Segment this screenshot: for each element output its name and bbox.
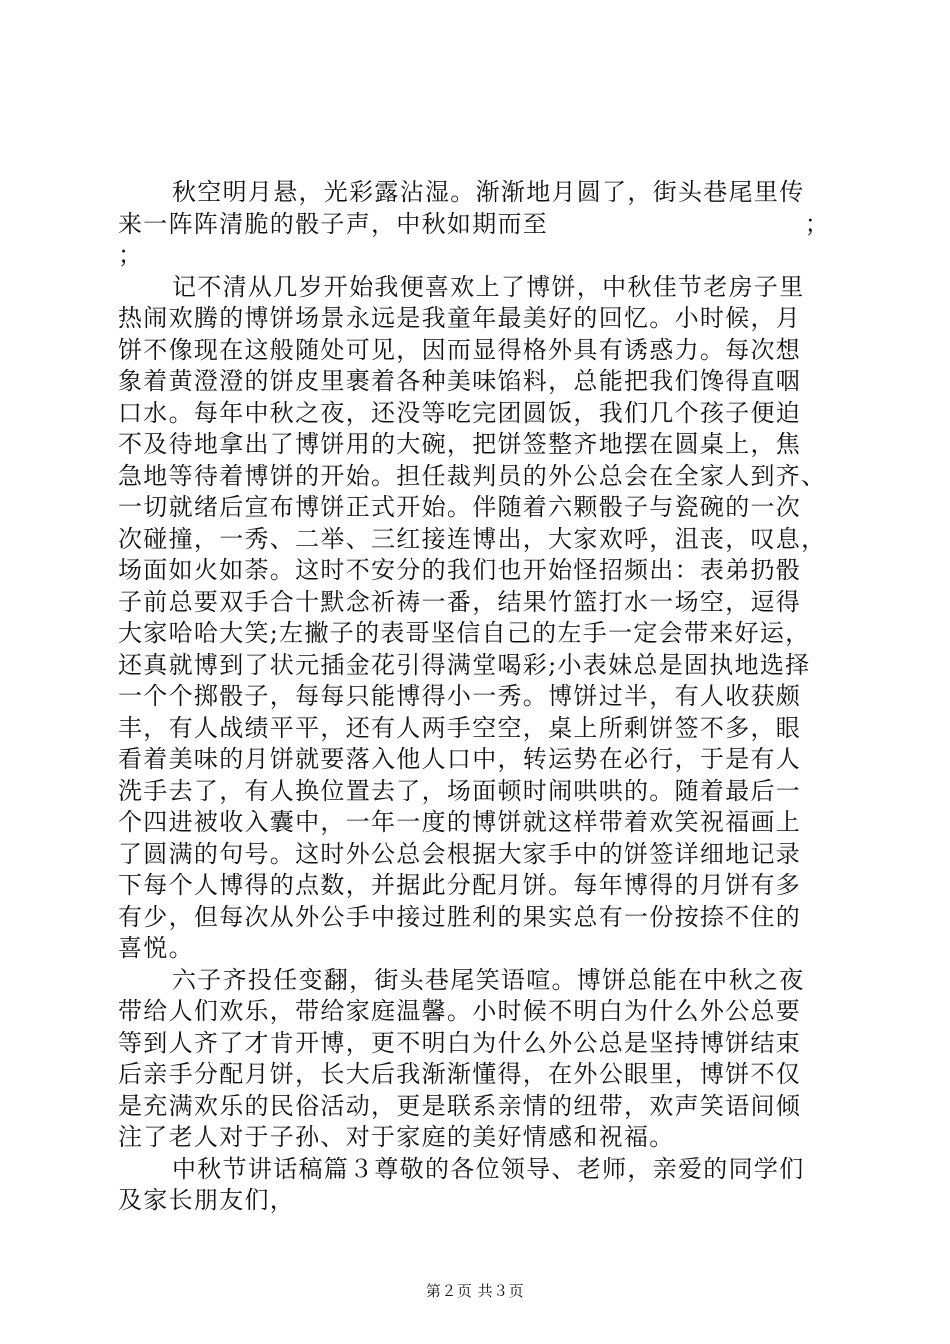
paragraph-1-line-2 — [118, 209, 830, 241]
paragraph-2-line-5: 口水。每年中秋之夜，还没等吃完团圆饭，我们几个孩子便迫 — [118, 398, 802, 427]
paragraph-3-line-6: 注了老人对于子孙、对于家庭的美好情感和祝福。 — [118, 1123, 675, 1151]
paragraph-2-line-21: 有少，但每次从外公手中接过胜利的果实总有一份按捺不住的 — [118, 902, 802, 931]
paragraph-2-line-16: 看着美味的月饼就要落入他人口中，转运势在必行，于是有人 — [118, 745, 802, 773]
paragraph-2-line-11: 子前总要双手合十默念祈祷一番，结果竹篮打水一场空，逗得 — [118, 587, 802, 616]
paragraph-2-line-10: 场面如火如荼。这时不安分的我们也开始怪招频出：表弟扔骰 — [118, 556, 802, 584]
paragraph-3 — [118, 965, 830, 1154]
paragraph-3-line-3: 等到人齐了才肯开博，更不明白为什么外公总是坚持博饼结束 — [118, 1028, 802, 1057]
paragraph-2-line-6: 不及待地拿出了博饼用的大碗，把饼签整齐地摆在圆桌上，焦 — [118, 430, 802, 458]
paragraph-2-line-3: 饼不像现在这般随处可见，因而显得格外具有诱惑力。每次想 — [118, 335, 802, 364]
paragraph-3-line-5: 是充满欢乐的民俗活动，更是联系亲情的纽带，欢声笑语间倾 — [118, 1091, 802, 1120]
paragraph-2-line-22: 喜悦。 — [118, 934, 194, 962]
paragraph-2-line-2: 热闹欢腾的博饼场景永远是我童年最美好的回忆。小时候，月 — [118, 304, 802, 332]
paragraph-2-line-8: 一切就绪后宣布博饼正式开始。伴随着六颗骰子与瓷碗的一次 — [118, 493, 802, 521]
paragraph-1 — [118, 177, 830, 272]
page-footer — [0, 1280, 950, 1301]
paragraph-4-line-2: 及家长朋友们， — [118, 1186, 296, 1214]
paragraph-2-line-18: 个四进被收入囊中，一年一度的博饼就这样带着欢笑祝福画上 — [118, 808, 802, 836]
paragraph-2-line-14: 一个个掷骰子，每每只能博得小一秀。博饼过半，有人收获颇 — [118, 682, 802, 710]
page-number-label: 第２页 共３页 — [425, 1282, 525, 1300]
paragraph-2-line-20: 下每个人博得的点数，并据此分配月饼。每年博得的月饼有多 — [118, 871, 802, 899]
paragraph-2-line-13: 还真就博到了状元插金花引得满堂喝彩;小表妹总是固执地选择 — [118, 650, 811, 679]
paragraph-3-line-4: 后亲手分配月饼，长大后我渐渐懂得，在外公眼里，博饼不仅 — [118, 1060, 802, 1088]
paragraph-1-trailing-semicolon: ； — [804, 209, 830, 238]
paragraph-2-line-7: 急地等待着博饼的开始。担任裁判员的外公总会在全家人到齐、 — [118, 461, 827, 490]
paragraph-3-line-2: 带给人们欢乐，带给家庭温馨。小时候不明白为什么外公总要 — [118, 997, 802, 1025]
document-body — [118, 177, 830, 1217]
paragraph-2-line-1: 记不清从几岁开始我便喜欢上了博饼，中秋佳节老房子里 — [172, 272, 805, 301]
paragraph-1-line-2-text: 来一阵阵清脆的骰子声，中秋如期而至 — [118, 209, 549, 238]
paragraph-1-line-3: ； — [118, 241, 144, 269]
paragraph-2-line-15: 丰，有人战绩平平，还有人两手空空，桌上所剩饼签不多，眼 — [118, 713, 802, 742]
paragraph-2-line-9: 次碰撞，一秀、二举、三红接连博出，大家欢呼，沮丧，叹息， — [118, 524, 827, 553]
paragraph-2-line-4: 象着黄澄澄的饼皮里裹着各种美味馅料，总能把我们馋得直咽 — [118, 367, 802, 395]
paragraph-2-line-12: 大家哈哈大笑;左撇子的表哥坚信自己的左手一定会带来好运， — [118, 619, 811, 647]
paragraph-4 — [118, 1154, 830, 1217]
paragraph-2 — [118, 272, 830, 965]
paragraph-1-line-1: 秋空明月悬，光彩露沾湿。渐渐地月圆了，街头巷尾里传 — [172, 178, 805, 206]
paragraph-2-line-17: 洗手去了，有人换位置去了，场面顿时闹哄哄的。随着最后一 — [118, 776, 802, 805]
paragraph-2-line-19: 了圆满的句号。这时外公总会根据大家手中的饼签详细地记录 — [118, 839, 802, 868]
paragraph-4-line-1: 中秋节讲话稿篇３尊敬的各位领导、老师，亲爱的同学们 — [172, 1154, 805, 1183]
paragraph-3-line-1: 六子齐投任变翻，街头巷尾笑语喧。博饼总能在中秋之夜 — [172, 965, 805, 994]
